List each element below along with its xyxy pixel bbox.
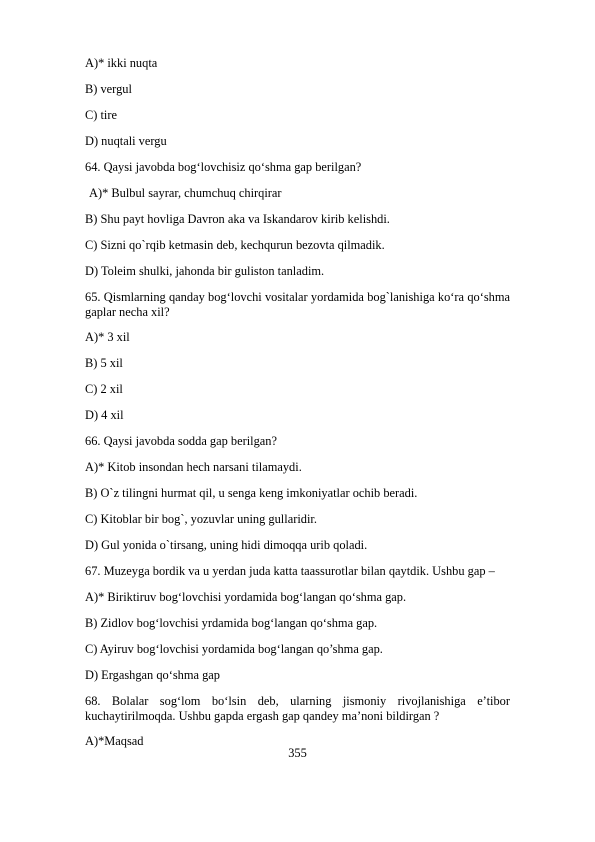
answer-option: B) O`z tilingni hurmat qil, u senga keng imkoniyatlar ochib beradi. <box>85 486 418 500</box>
answer-option: B) Zidlov bog‘lovchisi yrdamida bog‘langan qo‘shma gap. <box>85 616 378 630</box>
answer-option: A)*Maqsad <box>85 734 144 748</box>
answer-option: C) Sizni qo`rqib ketmasin deb, kechqurun bezovta qilmadik. <box>85 238 385 252</box>
question-66: 66. Qaysi javobda sodda gap berilgan? <box>85 434 278 448</box>
answer-option: B) Shu payt hovliga Davron aka va Iskandarov kirib kelishdi. <box>85 212 390 226</box>
answer-option: B) vergul <box>85 82 132 96</box>
answer-option: C) tire <box>85 108 117 122</box>
question-67: 67. Muzeyga bordik va u yerdan juda katta taassurotlar bilan qaytdik. Ushbu gap – <box>85 564 495 578</box>
answer-option: D) Gul yonida o`tirsang, uning hidi dimoqqa urib qoladi. <box>85 538 368 552</box>
answer-option: C) Kitoblar bir bog`, yozuvlar uning gullaridir. <box>85 512 317 526</box>
question-65: 65. Qismlarning qanday bog‘lovchi vositalar yordamida bog`lanishiga ko‘ra qo‘shma gaplar necha xil? <box>85 290 510 319</box>
answer-option: A)* Kitob insondan hech narsani tilamaydi. <box>85 460 302 474</box>
answer-option: D) nuqtali vergu <box>85 134 167 148</box>
page-body <box>85 56 510 760</box>
answer-option: A)* ikki nuqta <box>85 56 158 70</box>
answer-option: D) Ergashgan qo‘shma gap <box>85 668 221 682</box>
answer-option: D) Toleim shulki, jahonda bir guliston tanladim. <box>85 264 325 278</box>
answer-option: C) 2 xil <box>85 382 123 396</box>
question-64: 64. Qaysi javobda bog‘lovchisiz qo‘shma gap berilgan? <box>85 160 362 174</box>
answer-option: A)* Bulbul sayrar, chumchuq chirqirar <box>89 186 282 200</box>
answer-option: A)* 3 xil <box>85 330 130 344</box>
answer-option: A)* Biriktiruv bog‘lovchisi yordamida bog‘langan qo‘shma gap. <box>85 590 407 604</box>
page-number: 355 <box>288 746 307 760</box>
answer-option: D) 4 xil <box>85 408 124 422</box>
answer-option: C) Ayiruv bog‘lovchisi yordamida bog‘langan qo’shma gap. <box>85 642 383 656</box>
answer-option: B) 5 xil <box>85 356 123 370</box>
question-68: 68. Bolalar sog‘lom bo‘lsin deb, ularning jismoniy rivojlanishiga e’tibor kuchaytirilmoqda. Ushbu gapda ergash gap qandey ma’noni bildirgan ? <box>85 694 510 723</box>
